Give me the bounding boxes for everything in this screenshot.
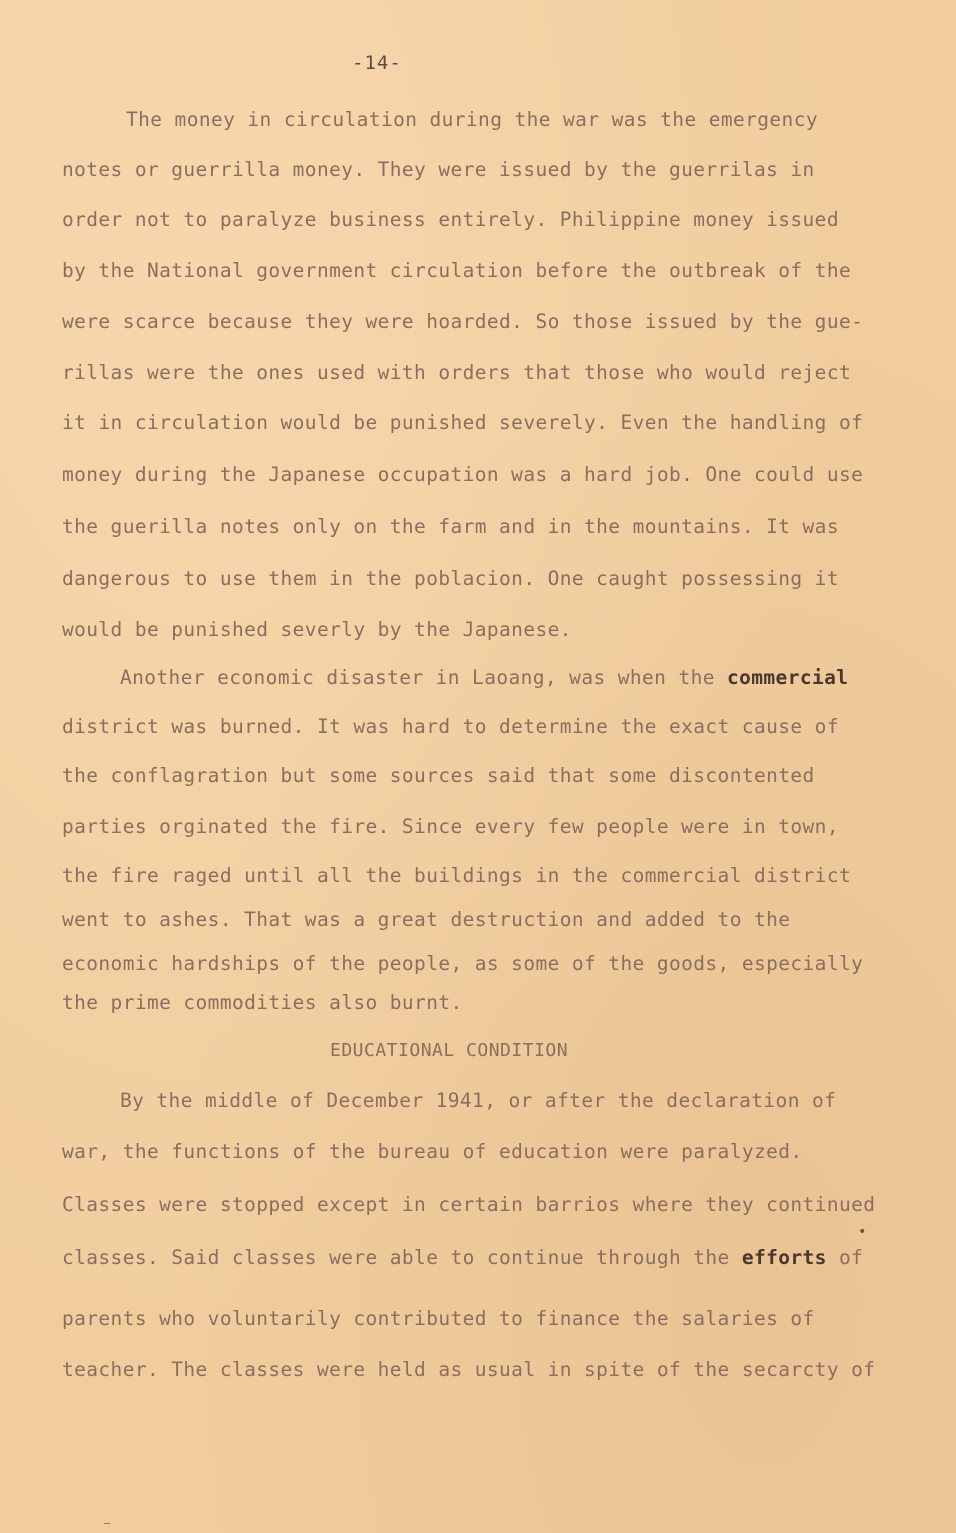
text-line: by the National government circulation before the outbreak of the [62, 259, 852, 282]
text-segment: of [826, 1246, 864, 1269]
bold-word: efforts [741, 1246, 827, 1269]
text-line: the fire raged until all the buildings in the commercial district [62, 864, 852, 887]
text-line: the prime commodities also burnt. [62, 991, 463, 1014]
text-line: By the middle of December 1941, or after the declaration of [120, 1089, 837, 1112]
text-line: dangerous to use them in the poblacion. One caught possessing it [62, 567, 839, 590]
page-number: -14- [352, 52, 402, 74]
text-line: the conflagration but some sources said that some discontented [62, 764, 815, 787]
text-line: Classes were stopped except in certain barrios where they continued [62, 1193, 876, 1216]
text-line: teacher. The classes were held as usual in spite of the secarcty of [62, 1358, 876, 1381]
text-line: were scarce because they were hoarded. So those issued by the gue- [62, 310, 864, 333]
text-segment: classes. Said classes were able to continue through the [62, 1246, 742, 1269]
text-line: parties orginated the fire. Since every few people were in town, [62, 815, 839, 838]
text-line: would be punished severly by the Japanese. [62, 618, 572, 641]
text-line: district was burned. It was hard to determine the exact cause of [62, 715, 839, 738]
ink-speck: — [104, 1518, 111, 1529]
bold-word: commercial [727, 666, 849, 689]
text-line: parents who voluntarily contributed to finance the salaries of [62, 1307, 815, 1330]
text-line: it in circulation would be punished severely. Even the handling of [62, 411, 864, 434]
text-line: order not to paralyze business entirely. Philippine money issued [62, 208, 839, 231]
text-line: the guerilla notes only on the farm and in the mountains. It was [62, 515, 839, 538]
text-line: rillas were the ones used with orders that those who would reject [62, 361, 852, 384]
text-line: war, the functions of the bureau of education were paralyzed. [62, 1140, 803, 1163]
ink-speck: • [858, 1224, 867, 1240]
text-line: went to ashes. That was a great destruction and added to the [62, 908, 791, 931]
text-line [120, 667, 848, 689]
text-line: The money in circulation during the war was the emergency [126, 108, 818, 131]
text-line [62, 1247, 863, 1269]
text-line: money during the Japanese occupation was a hard job. One could use [62, 463, 864, 486]
text-line: notes or guerrilla money. They were issued by the guerrilas in [62, 158, 815, 181]
text-segment: Another economic disaster in Laoang, was when the [120, 666, 727, 689]
section-heading: EDUCATIONAL CONDITION [330, 1040, 569, 1061]
text-line: economic hardships of the people, as some of the goods, especially [62, 952, 864, 975]
